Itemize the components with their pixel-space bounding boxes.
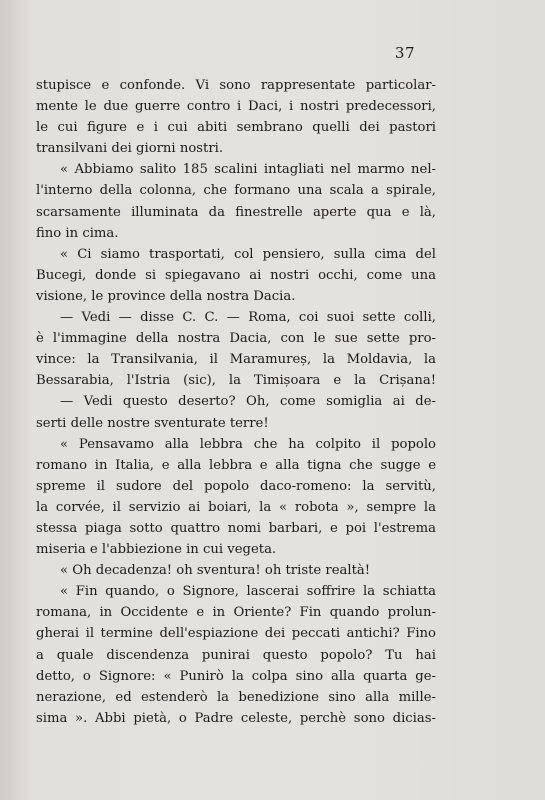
text-line: « Pensavamo alla lebbra che ha colpito il popolo [60, 436, 436, 452]
text-line: spreme il sudore del popolo daco-romeno: la servitù, [36, 478, 436, 494]
text-line: — Vedi questo deserto? Oh, come somiglia ai de- [60, 394, 436, 410]
text-line: serti delle nostre sventurate terre! [36, 415, 269, 431]
text-line: — Vedi — disse C. C. — Roma, coi suoi sette colli, [60, 310, 436, 326]
text-line: Bessarabia, l'Istria (sic), la Timișoara e la Crișana! [36, 373, 436, 389]
text-line: miseria e l'abbiezione in cui vegeta. [36, 542, 277, 558]
text-line: mente le due guerre contro i Daci, i nostri predecessori, [36, 99, 436, 115]
text-line: visione, le province della nostra Dacia. [36, 288, 296, 304]
text-line: « Ci siamo trasportati, col pensiero, sulla cima del [60, 246, 436, 262]
text-line: detto, o Signore: « Punirò la colpa sino alla quarta ge- [36, 668, 436, 684]
text-line: la corvée, il servizio ai boiari, la « robota », sempre la [36, 499, 436, 515]
text-line: scarsamente illuminata da finestrelle aperte qua e là, [36, 204, 436, 220]
text-line: l'interno della colonna, che formano una scala a spirale, [36, 183, 436, 199]
text-line: « Oh decadenza! oh sventura! oh triste realtà! [60, 563, 371, 579]
text-line: « Fin quando, o Signore, lascerai soffrire la schiatta [60, 584, 436, 600]
text-line: nerazione, ed estenderò la benedizione sino alla mille- [36, 689, 436, 705]
text-line: vince: la Transilvania, il Maramureș, la Moldavia, la [36, 352, 436, 368]
text-line: sima ». Abbi pietà, o Padre celeste, perchè sono dicias- [36, 710, 436, 726]
page-number: 37 [394, 44, 415, 62]
text-line: romano in Italia, e alla lebbra e alla tigna che sugge e [36, 457, 436, 473]
text-line: romana, in Occidente e in Oriente? Fin quando prolun- [36, 605, 436, 621]
body-text [36, 75, 436, 729]
text-line: è l'immagine della nostra Dacia, con le sue sette pro- [36, 331, 436, 347]
text-line: gherai il termine dell'espiazione dei peccati antichi? Fino [36, 626, 436, 642]
text-line: fino in cima. [36, 225, 119, 241]
text-line: le cui figure e i cui abiti sembrano quelli dei pastori [36, 120, 436, 136]
text-line: « Abbiamo salito 185 scalini intagliati nel marmo nel- [60, 162, 436, 178]
text-line: stessa piaga sotto quattro nomi barbari, e poi l'estrema [36, 520, 436, 536]
text-line: stupisce e confonde. Vi sono rappresentate particolar- [36, 78, 436, 93]
text-line: Bucegi, donde si spiegavano ai nostri occhi, come una [36, 267, 436, 283]
text-line: a quale discendenza punirai questo popolo? Tu hai [36, 647, 436, 663]
text-line: transilvani dei giorni nostri. [36, 141, 224, 157]
